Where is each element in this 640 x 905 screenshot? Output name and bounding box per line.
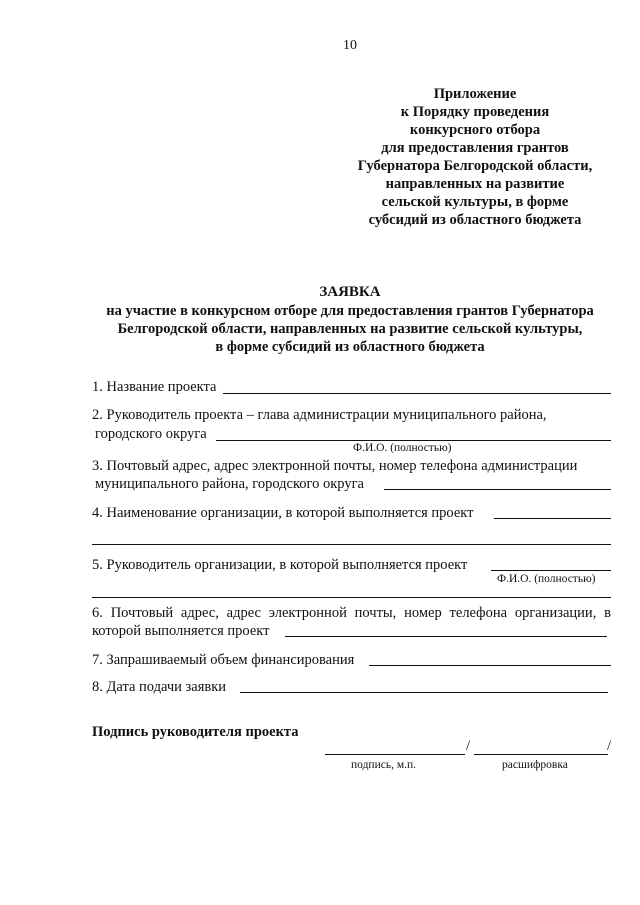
appendix-line: к Порядку проведения — [400, 104, 550, 120]
signature-caption: подпись, м.п. — [351, 759, 417, 771]
field-project-name-label: 1. Название проекта — [92, 379, 217, 395]
appendix-header — [330, 85, 620, 229]
field-admin-contacts-label-2: муниципального района, городского округа — [95, 476, 364, 492]
field-org-head-line-2[interactable] — [92, 597, 611, 598]
decode-caption: расшифровка — [502, 759, 568, 771]
signature-title: Подпись руководителя проекта — [92, 724, 299, 740]
field-org-head-line[interactable] — [491, 570, 611, 571]
field-org-head-caption: Ф.И.О. (полностью) — [497, 573, 596, 585]
subtitle-line: в форме субсидий из областного бюджета — [215, 339, 485, 355]
appendix-line: Приложение — [433, 86, 517, 102]
field-project-head-line[interactable] — [216, 440, 611, 441]
appendix-line: для предоставления грантов — [381, 140, 569, 156]
appendix-line: сельской культуры, в форме — [381, 194, 569, 210]
appendix-line: направленных на развитие — [385, 176, 565, 192]
field-funding-line[interactable] — [369, 665, 611, 666]
field-date-label: 8. Дата подачи заявки — [92, 679, 227, 695]
field-org-contacts-label: 6. Почтовый адрес, адрес электронной почты, номер телефона организации, в — [92, 605, 611, 621]
signature-slash: / — [466, 738, 471, 754]
document-title: ЗАЯВКА — [319, 284, 381, 300]
field-admin-contacts-label: 3. Почтовый адрес, адрес электронной почты, номер телефона администрации — [92, 458, 578, 474]
subtitle-line: Белгородской области, направленных на развитие сельской культуры, — [117, 321, 583, 337]
appendix-line: конкурсного отбора — [409, 122, 541, 138]
field-project-head-caption: Ф.И.О. (полностью) — [353, 442, 452, 454]
field-organization-label: 4. Наименование организации, в которой выполняется проект — [92, 505, 474, 521]
field-funding-label: 7. Запрашиваемый объем финансирования — [92, 652, 355, 668]
signature-line[interactable] — [325, 754, 465, 755]
appendix-line: субсидий из областного бюджета — [368, 212, 582, 228]
document-subtitle — [80, 302, 620, 356]
field-project-name-line[interactable] — [223, 393, 611, 394]
subtitle-line: на участие в конкурсном отборе для предоставления грантов Губернатора — [106, 303, 594, 319]
signature-slash-end: / — [607, 738, 612, 754]
page-number: 10 — [343, 38, 357, 53]
appendix-line: Губернатора Белгородской области, — [357, 158, 593, 174]
field-project-head-label-2: городского округа — [95, 426, 207, 442]
field-organization-line-2[interactable] — [92, 544, 611, 545]
field-org-contacts-label-2: которой выполняется проект — [92, 623, 270, 639]
field-project-head-label: 2. Руководитель проекта – глава администрации муниципального района, — [92, 407, 547, 423]
field-organization-line[interactable] — [494, 518, 611, 519]
field-date-line[interactable] — [240, 692, 608, 693]
field-org-head-label: 5. Руководитель организации, в которой выполняется проект — [92, 557, 468, 573]
signature-decode-line[interactable] — [474, 754, 608, 755]
field-admin-contacts-line[interactable] — [384, 489, 611, 490]
field-org-contacts-line[interactable] — [285, 636, 607, 637]
